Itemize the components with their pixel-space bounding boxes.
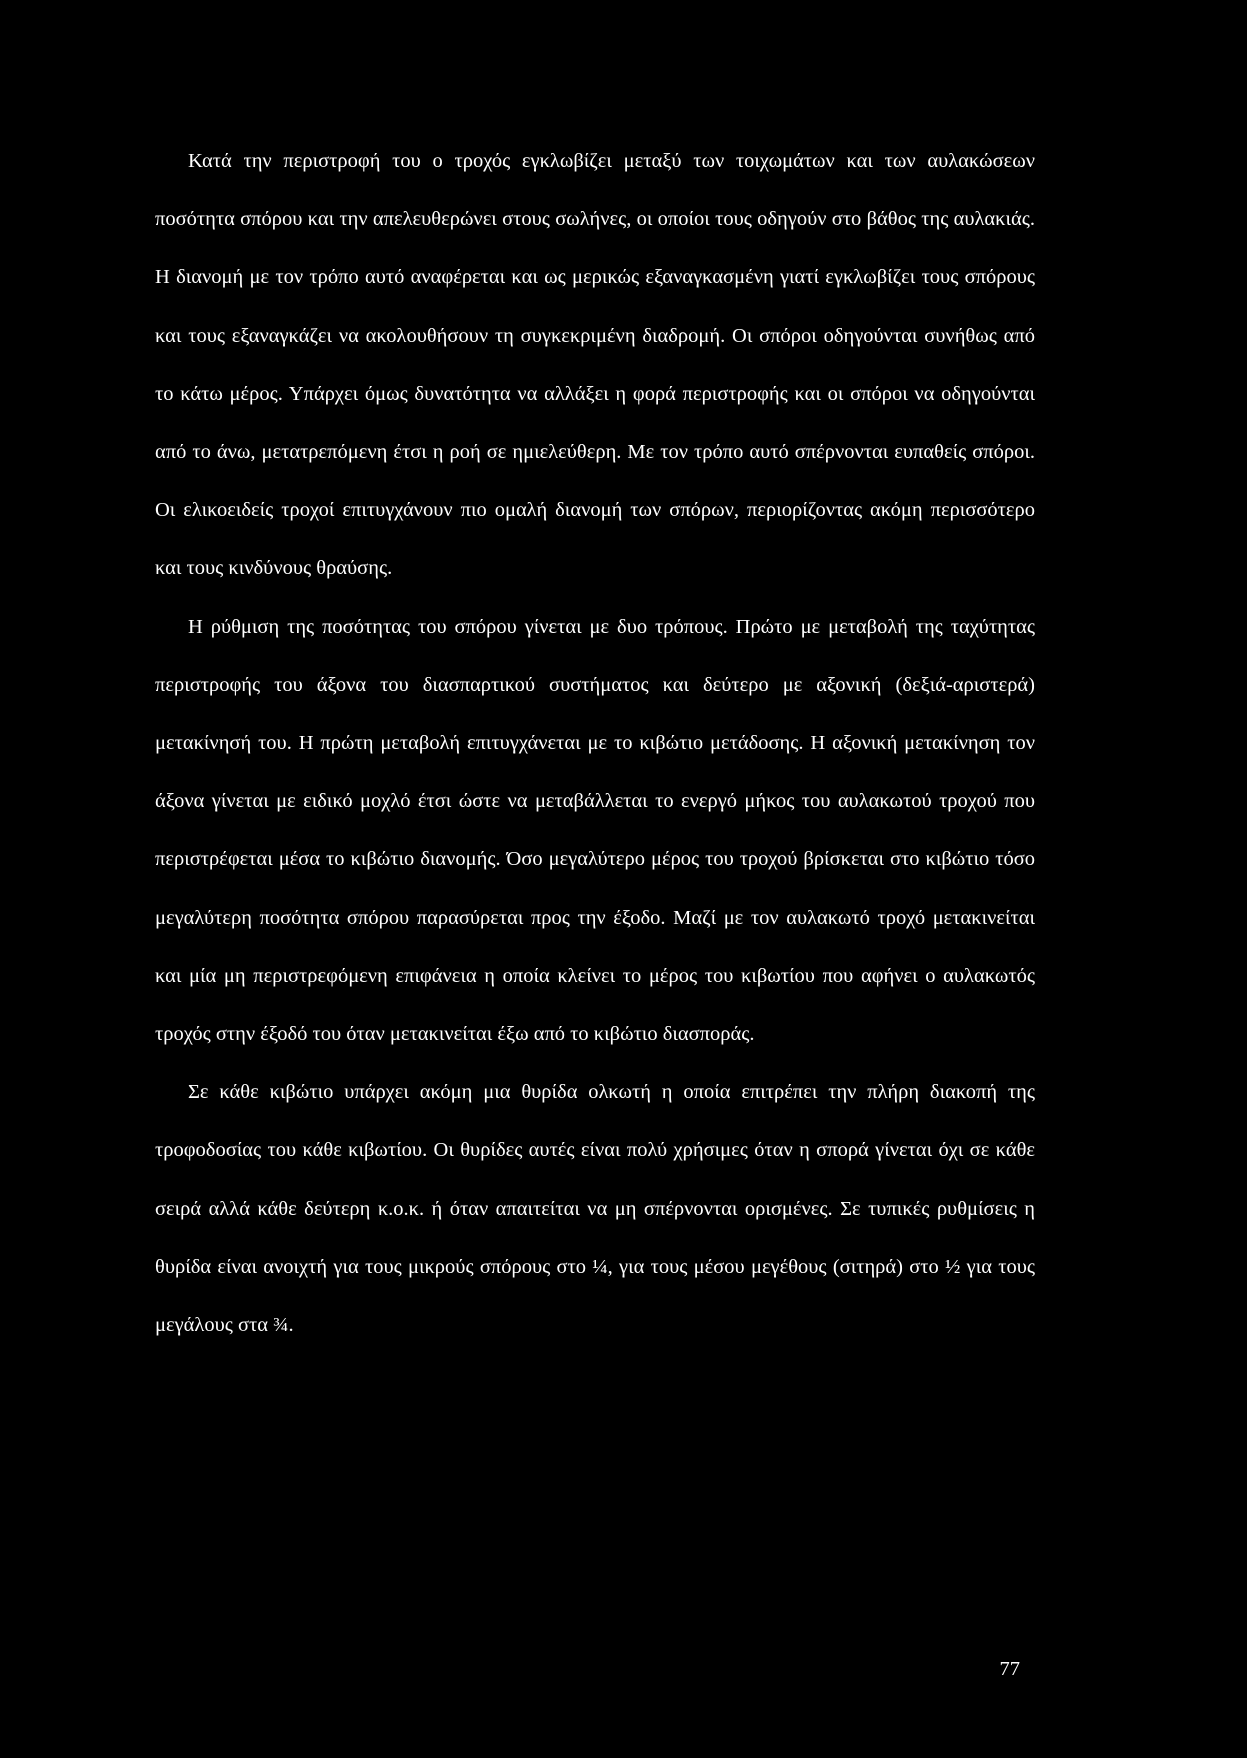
- paragraph-3: Σε κάθε κιβώτιο υπάρχει ακόμη μια θυρίδα ολκωτή η οποία επιτρέπει την πλήρη διακοπή της τροφοδοσίας του κάθε κιβωτίου. Οι θυρίδες αυτές είναι πολύ χρήσιμες όταν η σπορά γίνεται όχι σε κάθε σειρά αλλά κάθε δεύτερη κ.ο.κ. ή όταν απαιτείται να μη σπέρνονται ορισμένες. Σε τυπικές ρυθμίσεις η θυρίδα είναι ανοιχτή για τους μικρούς σπόρους στο ¼, για τους μέσου μεγέθους (σιτηρά) στο ½ για τους μεγάλους στα ¾.: [155, 1081, 1035, 1337]
- body-text: [155, 132, 1035, 1354]
- paragraph-2: Η ρύθμιση της ποσότητας του σπόρου γίνεται με δυο τρόπους. Πρώτο με μεταβολή της ταχύτητας περιστροφής του άξονα του διασπαρτικού συστήματος και δεύτερο με αξονική (δεξιά-αριστερά) μετακίνησή του. Η πρώτη μεταβολή επιτυγχάνεται με το κιβώτιο μετάδοσης. Η αξονική μετακίνηση τον άξονα γίνεται με ειδικό μοχλό έτσι ώστε να μεταβάλλεται το ενεργό μήκος του αυλακωτού τροχού που περιστρέφεται μέσα το κιβώτιο διανομής. Όσο μεγαλύτερο μέρος του τροχού βρίσκεται στο κιβώτιο τόσο μεγαλύτερη ποσότητα σπόρου παρασύρεται προς την έξοδο. Μαζί με τον αυλακωτό τροχό μετακινείται και μία μη περιστρεφόμενη επιφάνεια η οποία κλείνει το μέρος του κιβωτίου που αφήνει ο αυλακωτός τροχός στην έξοδό του όταν μετακινείται έξω από το κιβώτιο διασποράς.: [155, 615, 1035, 1046]
- page-number: 77: [999, 1658, 1020, 1680]
- paragraph-1: Κατά την περιστροφή του ο τροχός εγκλωβίζει μεταξύ των τοιχωμάτων και των αυλακώσεων ποσότητα σπόρου και την απελευθερώνει στους σωλήνες, οι οποίοι τους οδηγούν στο βάθος της αυλακιάς. Η διανομή με τον τρόπο αυτό αναφέρεται και ως μερικώς εξαναγκασμένη γιατί εγκλωβίζει τους σπόρους και τους εξαναγκάζει να ακολουθήσουν τη συγκεκριμένη διαδρομή. Οι σπόροι οδηγούνται συνήθως από το κάτω μέρος. Υπάρχει όμως δυνατότητα να αλλάξει η φορά περιστροφής και οι σπόροι να οδηγούνται από το άνω, μετατρεπόμενη έτσι η ροή σε ημιελεύθερη. Με τον τρόπο αυτό σπέρνονται ευπαθείς σπόροι. Οι ελικοειδείς τροχοί επιτυγχάνουν πιο ομαλή διανομή των σπόρων, περιορίζοντας ακόμη περισσότερο και τους κινδύνους θραύσης.: [155, 150, 1035, 580]
